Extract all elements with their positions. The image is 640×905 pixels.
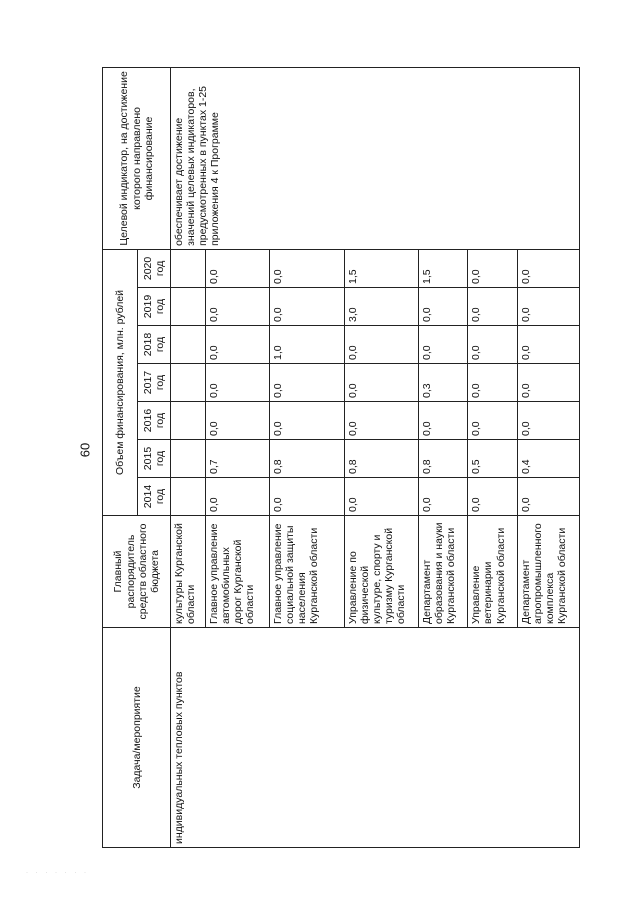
scan-artifact: · · · · · · · [26,870,89,876]
value-cell: 0,0 [468,326,518,364]
value-cell: 0,3 [418,364,468,402]
value-cell [171,249,206,287]
value-cell: 0,0 [270,364,344,402]
header-year-2018: 2018 год [138,326,171,364]
value-cell: 1,5 [418,249,468,287]
manager-cell: Управление ветеринарии Курганской области [468,516,518,628]
value-cell [171,440,206,478]
header-year-2014: 2014 год [138,478,171,516]
value-cell: 0,0 [344,402,418,440]
value-cell: 0,0 [468,288,518,326]
value-cell: 0,4 [517,440,579,478]
value-cell: 0,0 [270,249,344,287]
rotated-table-container [102,68,580,848]
value-cell: 0,0 [517,402,579,440]
value-cell: 0,8 [344,440,418,478]
header-task: Задача/мероприятие [103,628,171,848]
header-volume: Объем финансирования, млн. рублей [103,249,138,515]
value-cell: 0,0 [344,326,418,364]
value-cell: 0,0 [517,478,579,516]
value-cell: 0,8 [270,440,344,478]
financing-table [102,67,580,848]
value-cell: 3,0 [344,288,418,326]
value-cell: 0,0 [344,478,418,516]
value-cell: 0,0 [206,249,270,287]
table-row [171,67,206,847]
value-cell: 0,0 [517,249,579,287]
header-year-2019: 2019 год [138,288,171,326]
value-cell [171,402,206,440]
header-year-2015: 2015 год [138,440,171,478]
value-cell: 0,0 [418,478,468,516]
value-cell [171,478,206,516]
value-cell: 0,0 [418,326,468,364]
manager-cell: Главное управление социальной защиты населения Курганской области [270,516,344,628]
header-year-2016: 2016 год [138,402,171,440]
header-indicator: Целевой индикатор, на достижение которого направлено финансирование [103,67,171,249]
value-cell: 0,0 [517,326,579,364]
value-cell [171,326,206,364]
manager-cell: Департамент агропромышленного комплекса Курганской области [517,516,579,628]
value-cell: 0,0 [206,402,270,440]
value-cell: 0,0 [270,288,344,326]
manager-cell: Главное управление автомобильных дорог Курганской области [206,516,270,628]
value-cell: 0,0 [517,364,579,402]
value-cell: 0,0 [517,288,579,326]
header-year-2017: 2017 год [138,364,171,402]
value-cell: 0,0 [344,364,418,402]
task-cell: индивидуальных тепловых пунктов [171,628,580,848]
value-cell: 0,0 [206,288,270,326]
value-cell: 0,0 [270,402,344,440]
value-cell: 0,0 [468,478,518,516]
value-cell: 1,5 [344,249,418,287]
value-cell: 0,0 [206,326,270,364]
header-row-1 [103,67,138,847]
manager-cell: Управление по физической культуре, спорту и туризму Курганской области [344,516,418,628]
value-cell: 0,0 [418,288,468,326]
value-cell: 0,0 [468,364,518,402]
value-cell: 0,0 [206,478,270,516]
value-cell: 0,0 [418,402,468,440]
value-cell: 0,8 [418,440,468,478]
value-cell: 0,5 [468,440,518,478]
header-manager: Главный распорядитель средств областного бюджета [103,516,171,628]
value-cell: 1,0 [270,326,344,364]
manager-cell: Департамент образования и науки Курганской области [418,516,468,628]
manager-cell: культуры Курганской области [171,516,206,628]
value-cell: 0,0 [468,249,518,287]
value-cell: 0,0 [270,478,344,516]
value-cell [171,288,206,326]
value-cell: 0,0 [468,402,518,440]
value-cell: 0,0 [206,364,270,402]
header-year-2020: 2020 год [138,249,171,287]
value-cell [171,364,206,402]
page-number: 60 [77,442,93,458]
indicator-cell: обеспечивает достижение значений целевых индикаторов, предусмотренных в пунктах 1-25 приложения 4 к Программе [171,67,580,249]
value-cell: 0,7 [206,440,270,478]
